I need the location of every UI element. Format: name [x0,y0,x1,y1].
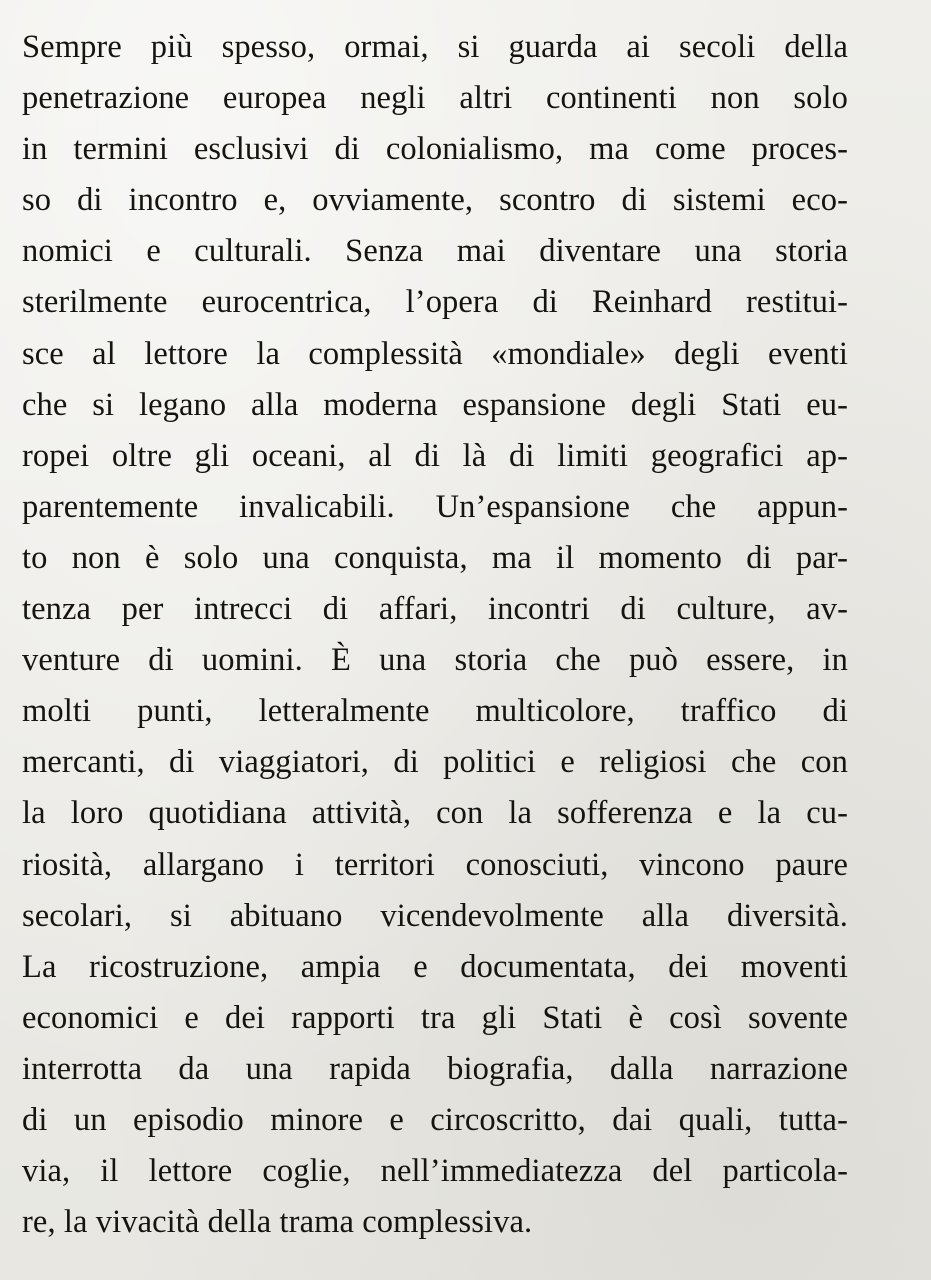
text-line: riosità, allargano i territori conosciuti, vincono paure [22,846,848,883]
text-line: to non è solo una conquista, ma il momento di par- [22,539,848,576]
text-line: ropei oltre gli oceani, al di là di limiti geografici ap- [22,437,848,474]
text-line: sterilmente eurocentrica, l’opera di Reinhard restitui- [22,284,848,321]
text-line: penetrazione europea negli altri continenti non solo [22,80,848,117]
text-line: venture di uomini. È una storia che può essere, in [22,642,848,679]
text-line: via, il lettore coglie, nell’immediatezza del particola- [22,1153,848,1190]
text-line: sce al lettore la complessità «mondiale» degli eventi [22,335,848,372]
text-line: molti punti, letteralmente multicolore, traffico di [22,693,848,730]
body-paragraph [22,22,848,1248]
text-line: secolari, si abituano vicendevolmente alla diversità. [22,897,848,934]
text-line: interrotta da una rapida biografia, dalla narrazione [22,1050,848,1087]
text-line: parentemente invalicabili. Un’espansione che appun- [22,488,848,525]
text-line: che si legano alla moderna espansione degli Stati eu- [22,386,848,423]
text-line: di un episodio minore e circoscritto, dai quali, tutta- [22,1101,848,1138]
text-line: tenza per intrecci di affari, incontri di culture, av- [22,591,848,628]
text-line: re, la vivacità della trama complessiva. [22,1204,533,1241]
text-line: so di incontro e, ovviamente, scontro di sistemi eco- [22,182,848,219]
text-line: nomici e culturali. Senza mai diventare una storia [22,233,848,270]
text-line: Sempre più spesso, ormai, si guarda ai secoli della [22,29,848,65]
text-line: mercanti, di viaggiatori, di politici e religiosi che con [22,744,848,781]
text-line: in termini esclusivi di colonialismo, ma come proces- [22,131,848,168]
text-line: La ricostruzione, ampia e documentata, dei moventi [22,948,848,985]
text-line: la loro quotidiana attività, con la sofferenza e la cu- [22,795,848,832]
text-line: economici e dei rapporti tra gli Stati è così sovente [22,999,848,1036]
